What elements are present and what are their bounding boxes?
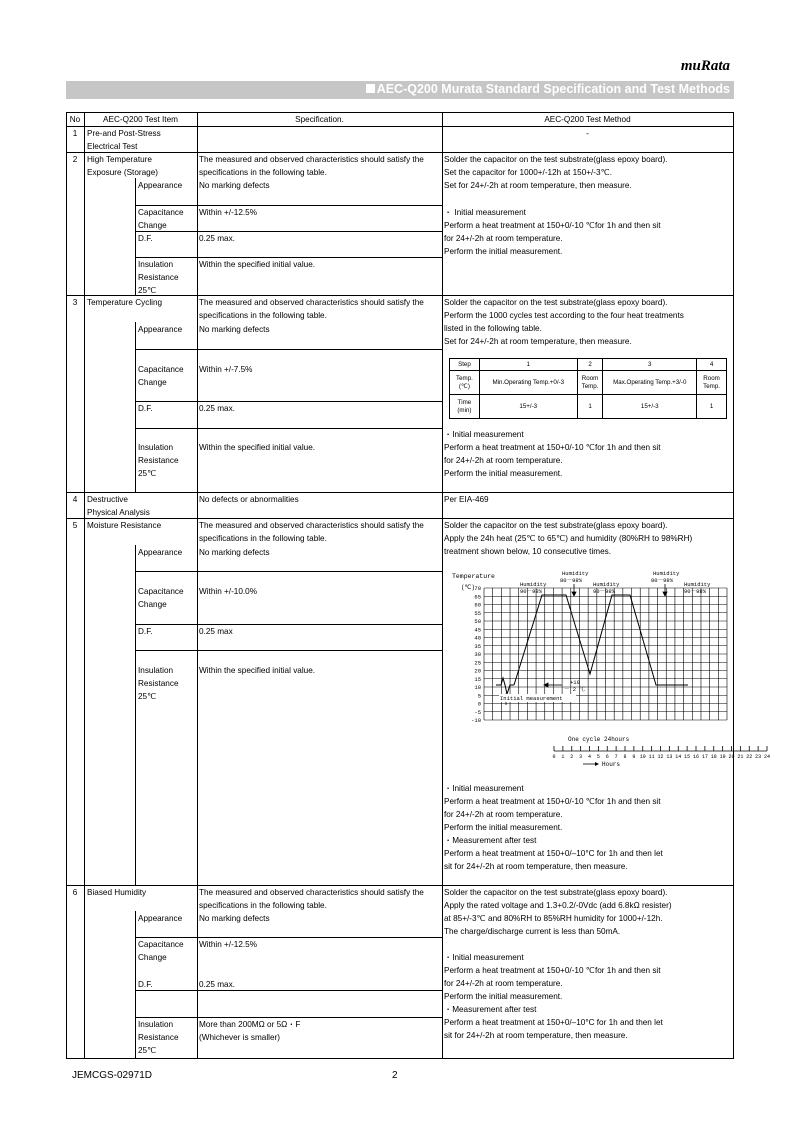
x-tick-label: 17 [701, 754, 708, 760]
col-header-method: AEC-Q200 Test Method [544, 115, 631, 124]
spec-intro: No defects or abnormalities [199, 495, 299, 504]
sub-item-label: D.F. [138, 980, 153, 989]
sub-item-label: 25℃ [138, 1046, 157, 1055]
sub-item-spec: Within the specified initial value. [199, 260, 316, 269]
cycle-temp: Min.Operating Temp.+0/-3 [479, 371, 577, 395]
sub-item-spec: 0.25 max. [199, 234, 235, 243]
cycle-time: 15+/-3 [603, 395, 697, 419]
cycle-time: 1 [697, 395, 727, 419]
test-method-line: sit for 24+/-2h at room temperature, then measure. [444, 1031, 628, 1040]
sub-item-spec: Within the specified initial value. [199, 666, 316, 675]
sub-item-label: Capacitance [138, 587, 184, 596]
sub-item-label: Insulation [138, 260, 174, 269]
humidity-range: 80－98% [651, 577, 674, 584]
sub-item-label: Resistance [138, 1033, 179, 1042]
spec-intro: specifications in the following table. [199, 311, 327, 320]
sub-item-spec: (Whichever is smaller) [199, 1033, 280, 1042]
x-tick-label: 6 [605, 754, 609, 760]
banner-title: AEC-Q200 Murata Standard Specification and Test Methods [376, 82, 730, 96]
sub-item-label: 25℃ [138, 286, 157, 295]
sub-item-spec: 0.25 max [199, 627, 233, 636]
test-item: High Temperature [87, 155, 152, 164]
murata-logo: muRata [680, 58, 730, 74]
cycle-step: 3 [603, 359, 697, 371]
test-method-line: for 24+/-2h at room temperature. [444, 810, 563, 819]
initial-measurement-curve [496, 678, 514, 694]
y-tick-label: -5 [474, 708, 481, 716]
sub-item-spec: No marking defects [199, 181, 270, 190]
cycle-step: 1 [479, 359, 577, 371]
initial-measurement-label: Initial measurement [500, 695, 563, 702]
x-tick-label: 7 [614, 754, 618, 760]
humidity-range: 90－98% [593, 588, 616, 595]
cycle-temp: Room Temp. [697, 371, 727, 395]
spec-intro: specifications in the following table. [199, 534, 327, 543]
test-method-line: Perform a heat treatment at 150+0/-10 ℃for 1h and then sit [444, 221, 661, 230]
test-method-line: Solder the capacitor on the test substrate(glass epoxy board). [444, 521, 668, 530]
test-item: Exposure (Storage) [87, 168, 158, 177]
humidity-label: Humidity [593, 581, 620, 588]
sub-item-label: Appearance [138, 914, 183, 923]
x-tick-label: 4 [587, 754, 592, 760]
spec-intro: The measured and observed characteristics should satisfy the [199, 888, 424, 897]
x-tick-label: 15 [684, 754, 691, 760]
sub-item-label: Capacitance [138, 940, 184, 949]
test-method-line: Apply the rated voltage and 1.3+0.2/-0Vdc (add 6.8kΩ resister) [444, 901, 672, 910]
sub-item-label: Resistance [138, 456, 179, 465]
spec-intro: The measured and observed characteristics should satisfy the [199, 521, 424, 530]
row-no: 3 [72, 298, 78, 307]
test-method-line: Per EIA-469 [444, 495, 489, 504]
humidity-range: 90－98% [684, 588, 707, 595]
test-method-line: Apply the 24h heat (25℃ to 65℃) and humidity (80%RH to 98%RH) [444, 534, 693, 543]
sub-item-spec: 0.25 max. [199, 404, 235, 413]
title-banner [66, 81, 734, 99]
x-tick-label: 1 [561, 754, 565, 760]
row-no: 1 [72, 129, 78, 138]
test-method-line: ・Measurement after test [444, 1005, 537, 1014]
sub-item-label: 25℃ [138, 469, 157, 478]
y-tick-label: 40 [474, 634, 481, 642]
y-tick-label: 10 [474, 684, 481, 691]
y-tick-label: 15 [474, 675, 481, 683]
sub-item-label: Change [138, 953, 167, 962]
cycle-step: 4 [697, 359, 727, 371]
row-no: 5 [72, 521, 78, 530]
test-method-line: ・Measurement after test [444, 836, 537, 845]
x-tick-label: 2 [570, 754, 574, 760]
x-tick-label: 14 [675, 754, 682, 760]
sub-item-spec: Within the specified initial value. [199, 443, 316, 452]
test-method-line: Perform a heat treatment at 150+0/–10°C for 1h and then let [444, 849, 663, 858]
page-number: 2 [392, 1070, 398, 1081]
x-tick-label: 23 [755, 754, 762, 760]
sub-item-label: D.F. [138, 234, 153, 243]
x-tick-label: 24 [763, 754, 771, 760]
test-method-line: Perform a heat treatment at 150+0/-10 ℃for 1h and then sit [444, 966, 661, 975]
y-tick-label: 65 [474, 593, 481, 601]
test-method-line: Perform the 1000 cycles test according to the four heat treatments [444, 311, 684, 320]
test-method-line: Perform a heat treatment at 150+0/-10 ℃for 1h and then sit [444, 797, 661, 806]
cycle-temp: Max.Operating Temp.+3/-0 [603, 371, 697, 395]
x-tick-label: 22 [746, 754, 753, 760]
spec-intro: The measured and observed characteristics should satisfy the [199, 155, 424, 164]
y-tick-label: 0 [477, 700, 481, 708]
sub-item-spec: No marking defects [199, 548, 270, 557]
doc-id: JEMCGS-02971D [72, 1070, 153, 1081]
sub-item-label: Appearance [138, 325, 183, 334]
humidity-label: Humidity [653, 570, 680, 577]
test-method-line: Set the capacitor for 1000+/-12h at 150+/-3℃. [444, 168, 613, 177]
chart-unit-label: (℃) [461, 584, 475, 591]
col-header-item: AEC-Q200 Test Item [103, 115, 178, 124]
test-method-line: at 85+/-3℃ and 80%RH to 85%RH humidity for 1000+/-12h. [444, 914, 663, 923]
spec-intro: The measured and observed characteristics should satisfy the [199, 298, 424, 307]
y-tick-label: -10 [471, 717, 481, 724]
sub-item-spec: Within +/-12.5% [199, 940, 258, 949]
hours-arrow-head-icon [595, 762, 599, 766]
sub-item-spec: Within +/-7.5% [199, 365, 253, 374]
humidity-label: Humidity [520, 581, 547, 588]
cycle-temp: Room Temp. [577, 371, 603, 395]
humidity-arrow-head-icon [572, 592, 576, 596]
sub-item-label: Insulation [138, 443, 174, 452]
sub-item-label: D.F. [138, 404, 153, 413]
test-item: Biased Humidity [87, 888, 147, 897]
y-tick-label: 20 [474, 667, 481, 675]
temperature-profile-curve [514, 595, 688, 685]
y-tick-label: 5 [477, 692, 481, 700]
x-tick-label: 16 [692, 754, 700, 760]
x-tick-label: 5 [596, 754, 600, 760]
test-method-line: The charge/discharge current is less than 50mA. [444, 927, 621, 936]
test-method-line: ・Initial measurement [444, 784, 524, 793]
x-tick-label: 19 [719, 754, 726, 760]
y-tick-label: 35 [474, 642, 481, 650]
cycle-step-label: Step [450, 359, 480, 371]
sub-item-label: Insulation [138, 666, 174, 675]
test-method-line: Set for 24+/-2h at room temperature, then measure. [444, 337, 632, 346]
row-no: 6 [72, 888, 78, 897]
square-bullet-icon [366, 84, 375, 93]
hours-label: Hours [602, 761, 621, 768]
x-tick-label: 11 [648, 754, 655, 760]
sub-item-spec: No marking defects [199, 325, 270, 334]
cycle-time-label: Time (min) [450, 395, 480, 419]
test-method-line: listed in the following table. [444, 324, 542, 333]
spec-intro: specifications in the following table. [199, 168, 327, 177]
sub-item-label: Capacitance [138, 208, 184, 217]
sub-item-label: D.F. [138, 627, 153, 636]
sub-item-label: Resistance [138, 679, 179, 688]
sub-item-spec: 0.25 max. [199, 980, 235, 989]
x-tick-label: 10 [639, 754, 646, 760]
test-method-line: ・ Initial measurement [444, 208, 526, 217]
y-tick-label: 60 [474, 601, 481, 609]
x-tick-label: 21 [737, 754, 744, 760]
test-item: Moisture Resistance [87, 521, 162, 530]
x-tick-label: 0 [552, 754, 556, 760]
tolerance-minus: － 2 ℃ [564, 686, 585, 693]
test-item: Pre-and Post-Stress [87, 129, 161, 138]
test-method-line: Perform a heat treatment at 150+0/–10°C for 1h and then let [444, 1018, 663, 1027]
test-method-line: treatment shown below, 10 consecutive times. [444, 547, 612, 556]
test-method-line: for 24+/-2h at room temperature. [444, 234, 563, 243]
test-method-line: Perform a heat treatment at 150+0/-10 ℃for 1h and then sit [444, 443, 661, 452]
sub-item-label: Change [138, 221, 167, 230]
test-method-line: Solder the capacitor on the test substrate(glass epoxy board). [444, 155, 668, 164]
cycle-time: 15+/-3 [479, 395, 577, 419]
sub-item-label: Appearance [138, 181, 183, 190]
test-method-line: Perform the initial measurement. [444, 247, 563, 256]
sub-item-label: Insulation [138, 1020, 174, 1029]
y-tick-label: 55 [474, 609, 481, 617]
x-tick-label: 20 [728, 754, 735, 760]
humidity-label: Humidity [684, 581, 711, 588]
y-tick-label: 50 [474, 618, 481, 625]
cycle-step: 2 [577, 359, 603, 371]
sub-item-label: Appearance [138, 548, 183, 557]
test-method-line: Perform the initial measurement. [444, 823, 563, 832]
sub-item-label: Change [138, 600, 167, 609]
humidity-range: 90－98% [520, 588, 543, 595]
y-tick-label: 45 [474, 626, 481, 634]
moisture-cycle-chart [444, 567, 771, 769]
spec-intro: specifications in the following table. [199, 901, 327, 910]
sub-item-spec: Within +/-12.5% [199, 208, 258, 217]
tolerance-plus: +10 [570, 679, 580, 686]
col-header-spec: Specification. [295, 115, 344, 124]
test-item: Temperature Cycling [87, 298, 163, 307]
x-tick-label: 8 [623, 754, 627, 760]
test-method-line: Solder the capacitor on the test substrate(glass epoxy board). [444, 888, 668, 897]
sub-item-spec: More than 200MΩ or 5Ω・F [199, 1020, 301, 1029]
x-tick-label: 18 [710, 754, 717, 760]
humidity-range: 80－98% [560, 577, 583, 584]
x-tick-label: 12 [657, 754, 664, 760]
col-header-no: No [69, 115, 81, 124]
sub-item-label: Capacitance [138, 365, 184, 374]
y-tick-label: 30 [474, 651, 481, 658]
y-tick-label: 25 [474, 659, 481, 667]
temperature-cycle-table [449, 358, 727, 419]
test-item: Destructive [87, 495, 128, 504]
x-tick-label: 13 [666, 754, 673, 760]
y-tick-label: 70 [474, 585, 481, 592]
cycle-time: 1 [577, 395, 603, 419]
test-method: - [586, 129, 589, 138]
test-method-line: for 24+/-2h at room temperature. [444, 979, 563, 988]
test-method-line: Perform the initial measurement. [444, 469, 563, 478]
test-method-line: Solder the capacitor on the test substrate(glass epoxy board). [444, 298, 668, 307]
x-tick-label: 3 [579, 754, 583, 760]
test-method-line: Perform the initial measurement. [444, 992, 563, 1001]
test-method-line: Set for 24+/-2h at room temperature, then measure. [444, 181, 632, 190]
spec-table [66, 112, 771, 1059]
test-item: Electrical Test [87, 142, 138, 151]
sub-item-label: Change [138, 378, 167, 387]
test-item: Physical Analysis [87, 508, 150, 517]
x-tick-label: 9 [632, 754, 636, 760]
sub-item-spec: Within +/-10.0% [199, 587, 258, 596]
test-method-line: ・Initial measurement [444, 430, 524, 439]
cycle-temp-label: Temp. (℃) [450, 371, 480, 395]
sub-item-label: Resistance [138, 273, 179, 282]
row-no: 2 [72, 155, 78, 164]
row-no: 4 [72, 495, 78, 504]
sub-item-label: 25℃ [138, 692, 157, 701]
sub-item-spec: No marking defects [199, 914, 270, 923]
humidity-label: Humidity [562, 570, 589, 577]
test-method-line: for 24+/-2h at room temperature. [444, 456, 563, 465]
cycle-label: One cycle 24hours [568, 736, 630, 743]
test-method-line: ・Initial measurement [444, 953, 524, 962]
test-method-line: sit for 24+/-2h at room temperature, then measure. [444, 862, 628, 871]
chart-temp-label: Temperature [452, 573, 495, 580]
